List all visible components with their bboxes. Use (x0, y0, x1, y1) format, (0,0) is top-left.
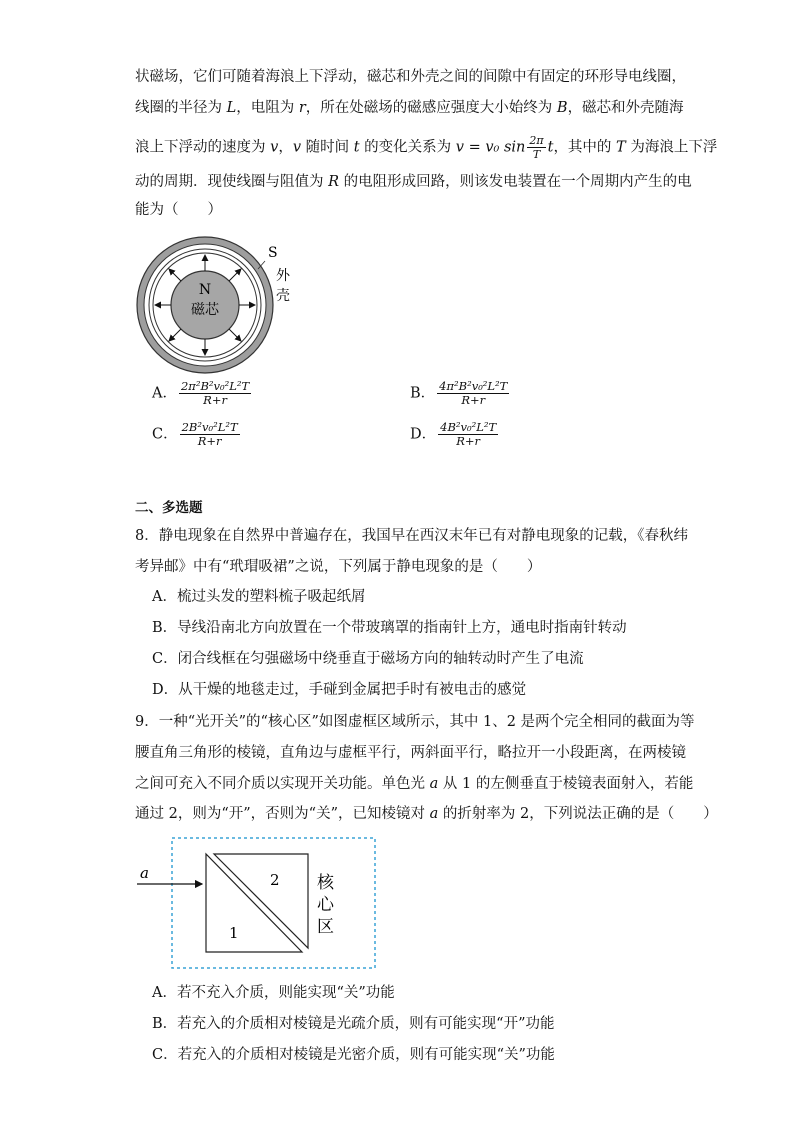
q7-line-5: 能为（ ） (135, 202, 222, 218)
core-label: 磁芯 (191, 302, 219, 318)
prism-2-label: 2 (270, 871, 280, 889)
q8-line-1: 8．静电现象在自然界中普遍存在，我国早在西汉末年已有对静电现象的记载，《春秋纬 (135, 528, 688, 544)
q7-line-2: 线圈的半径为 L，电阻为 r，所在处磁场的磁感应强度大小始终为 B，磁芯和外壳随海 (135, 100, 684, 116)
q9-option-a[interactable]: A．若不充入介质，则能实现“关”功能 (152, 985, 395, 1001)
magnet-core-figure (132, 232, 302, 380)
section-header: 二、多选题 (135, 500, 203, 516)
optical-switch-figure (132, 834, 382, 974)
shell-s-label: S (268, 245, 278, 261)
q9-line-2: 腰直角三角形的棱镜，直角边与虚框平行，两斜面平行，略拉开一小段距离，在两棱镜 (135, 745, 686, 761)
core-region-label-1: 核 (317, 873, 334, 893)
q9-option-c[interactable]: C．若充入的介质相对棱镜是光密介质，则有可能实现“关”功能 (152, 1047, 555, 1063)
q8-option-a[interactable]: A．梳过头发的塑料梳子吸起纸屑 (152, 589, 366, 605)
q7-line-4: 动的周期．现使线圈与阻值为 R 的电阻形成回路，则该发电装置在一个周期内产生的电 (135, 174, 692, 190)
shell-label-1: 外 (276, 268, 290, 284)
q7-option-a[interactable]: A． $\frac{\text{2π²B²v₀²L²T}}{R+r}$ (152, 379, 250, 407)
core-region-label-2: 心 (317, 895, 334, 915)
q8-option-d[interactable]: D．从干燥的地毯走过，手碰到金属把手时有被电击的感觉 (152, 682, 527, 698)
q9-line-3: 之间可充入不同介质以实现开关功能。单色光 a 从 1 的左侧垂直于棱镜表面射入，若能 (135, 776, 694, 792)
q8-line-2: 考异邮》中有“玳瑁吸裙”之说，下列属于静电现象的是（ ） (135, 559, 542, 575)
q7-option-c[interactable]: C． $\frac{\text{2B²v₀²L²T}}{R+r}$ (152, 420, 238, 448)
q9-option-b[interactable]: B．若充入的介质相对棱镜是光疏介质，则有可能实现“开”功能 (152, 1016, 555, 1032)
core-region-label-3: 区 (317, 917, 334, 937)
q8-option-c[interactable]: C．闭合线框在匀强磁场中绕垂直于磁场方向的轴转动时产生了电流 (152, 651, 584, 667)
q9-line-4: 通过 2，则为“开”，否则为“关”，已知棱镜对 a 的折射率为 2，下列说法正确的是（ ） (135, 806, 718, 822)
q7-option-d[interactable]: D． $\frac{\text{4B²v₀²L²T}}{R+r}$ (410, 420, 497, 448)
q7-line-3: 浪上下浮动的速度为 v，v 随时间 t 的变化关系为 v = v₀ sin $\frac{2\pi}{T}$ t，其中的 T 为海浪上下浮 (135, 134, 718, 161)
shell-label-2: 壳 (276, 288, 290, 304)
q8-option-b[interactable]: B．导线沿南北方向放置在一个带玻璃罩的指南针上方，通电时指南针转动 (152, 620, 627, 636)
prism-1-label: 1 (229, 924, 239, 942)
core-n-label: N (198, 282, 212, 298)
q7-option-b[interactable]: B． $\frac{\text{4π²B²v₀²L²T}}{R+r}$ (410, 379, 508, 407)
ray-label: a (140, 864, 149, 882)
q9-line-1: 9．一种“光开关”的“核心区”如图虚框区域所示，其中 1、2 是两个完全相同的截面为等 (135, 714, 695, 730)
q7-line-1: 状磁场，它们可随着海浪上下浮动，磁芯和外壳之间的间隙中有固定的环形导电线圈， (135, 69, 686, 85)
